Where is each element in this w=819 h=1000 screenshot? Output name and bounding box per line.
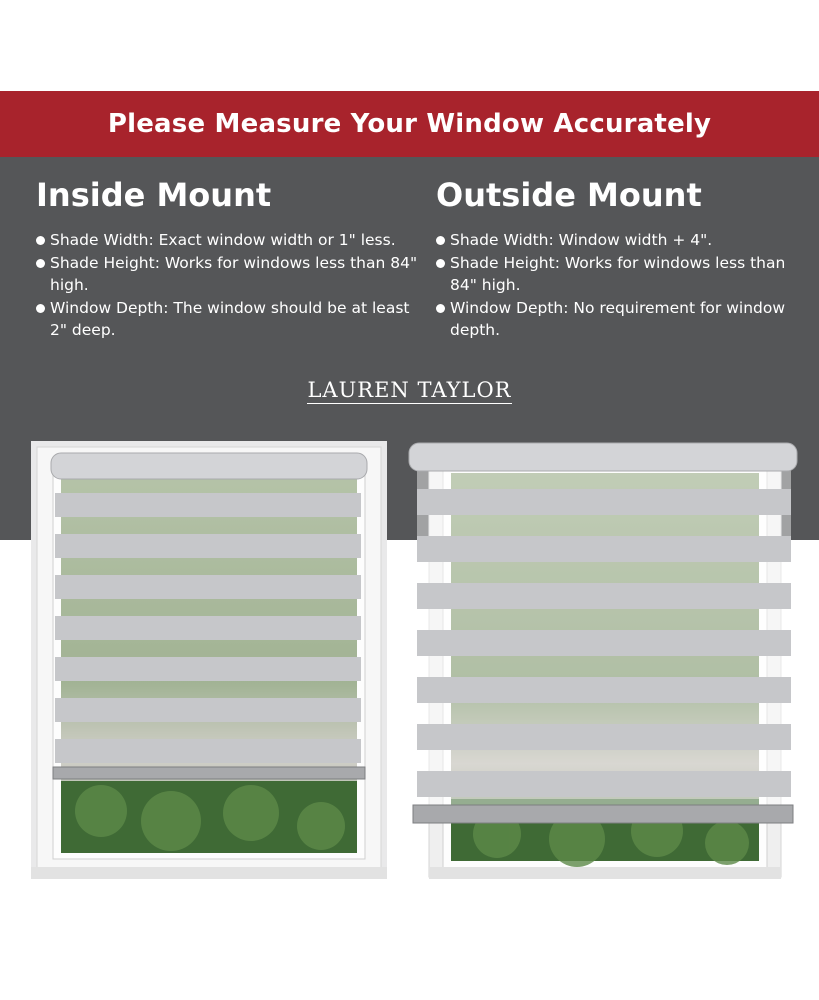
inside-mount-window-image: [31, 441, 387, 879]
outside-mount-window-image: [407, 439, 799, 879]
inside-bullet-depth: Window Depth: The window should be at least 2" deep.: [50, 298, 410, 339]
header-banner: [0, 91, 819, 157]
list-item: [436, 297, 806, 342]
outside-bullet-height: Shade Height: Works for windows less than 84" high.: [450, 253, 786, 294]
list-item: [36, 297, 421, 342]
outside-mount-title: Outside Mount: [436, 176, 702, 214]
inside-bullet-height: Shade Height: Works for windows less than 84" high.: [50, 253, 418, 294]
list-item: [436, 229, 806, 252]
bullet-icon: [436, 259, 445, 268]
brand-logo: [0, 378, 819, 404]
bullet-icon: [36, 236, 45, 245]
outside-mount-list: [436, 229, 806, 342]
bullet-icon: [436, 236, 445, 245]
list-item: [436, 252, 806, 297]
inside-bullet-width: Shade Width: Exact window width or 1" less.: [50, 231, 396, 249]
bullet-icon: [36, 259, 45, 268]
outside-mount-window-illustration: [407, 439, 799, 879]
inside-mount-window-illustration: [31, 441, 387, 879]
list-item: [36, 252, 421, 297]
outside-bullet-depth: Window Depth: No requirement for window depth.: [450, 298, 786, 339]
inside-mount-list: [36, 229, 421, 342]
brand-name: LAUREN TAYLOR: [307, 378, 512, 402]
banner-title: Please Measure Your Window Accurately: [107, 109, 712, 139]
bullet-icon: [436, 304, 445, 313]
outside-bullet-width: Shade Width: Window width + 4".: [450, 231, 713, 249]
inside-mount-title: Inside Mount: [36, 176, 272, 214]
inside-mount-section: [36, 175, 421, 342]
list-item: [36, 229, 421, 252]
outside-mount-section: [436, 175, 806, 342]
bullet-icon: [36, 304, 45, 313]
